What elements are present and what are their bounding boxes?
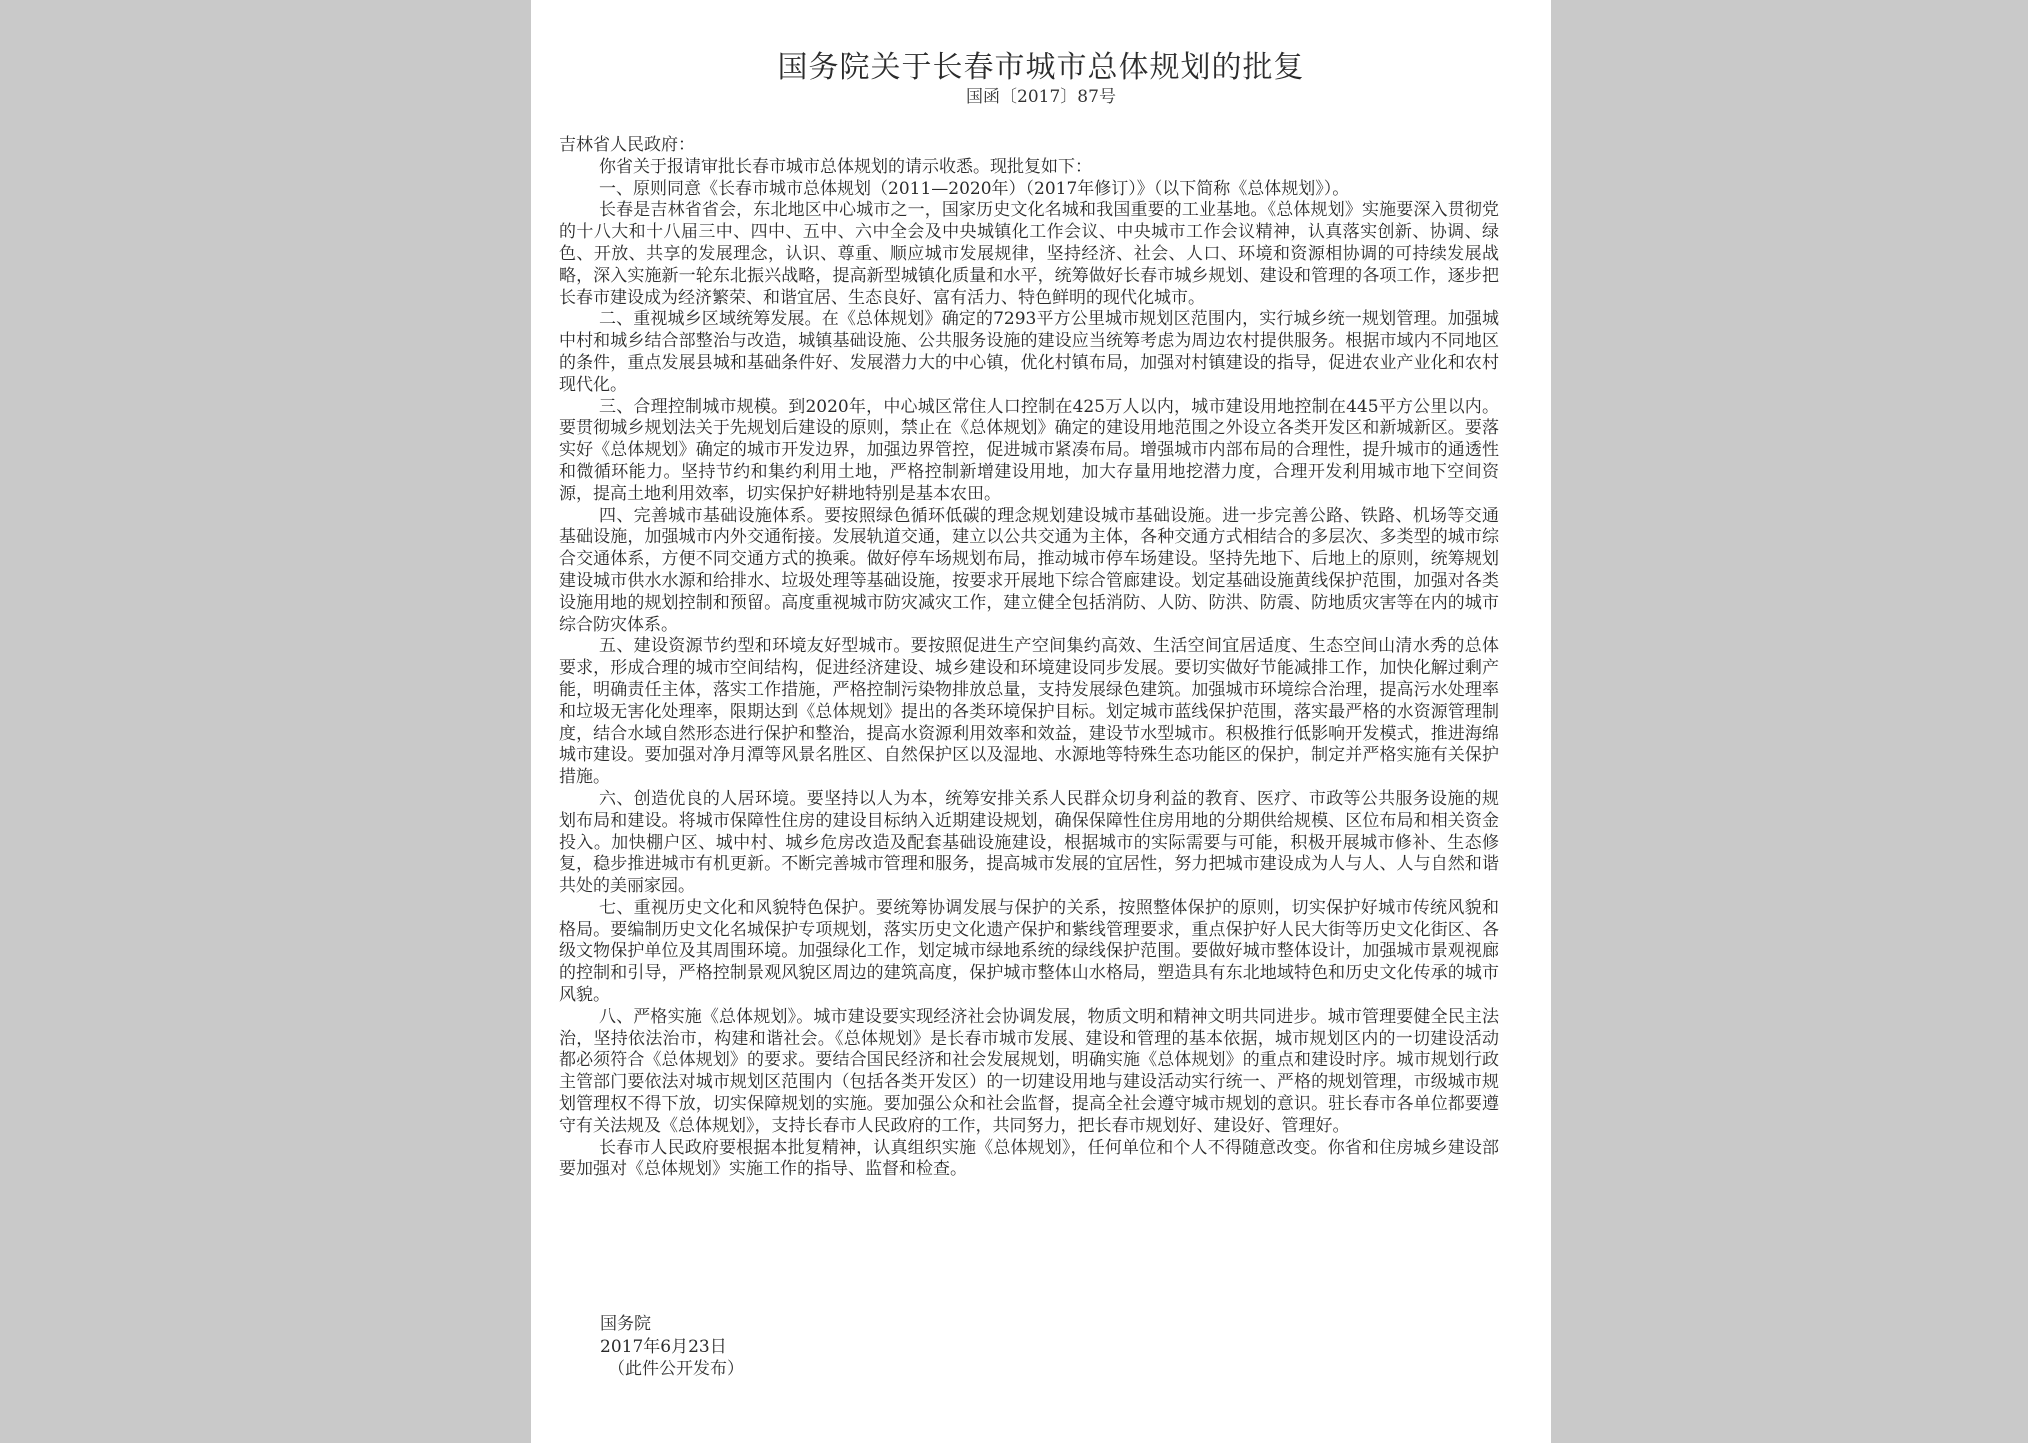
paragraph-1: 一、原则同意《长春市城市总体规划（2011—2020年）（2017年修订）》（以下简称《总体规划》）。 — [599, 178, 1350, 199]
signature-issuer: 国务院 — [600, 1314, 651, 1334]
paragraph-5: 五、建设资源节约型和环境友好型城市。要按照促进生产空间集约高效、生活空间宜居适度、生态空间山清水秀的总体要求，形成合理的城市空间结构，促进经济建设、城乡建设和环境建设同步发展。要切实做好节能减排工作，加快化解过剩产能，明确责任主体，落实工作措施，严格控制污染物排放总量，支持发展绿色建筑。加强城市环境综合治理，提高污水处理率和垃圾无害化处理率，限期达到《总体规划》提出的各类环境保护目标。划定城市蓝线保护范围，落实最严格的水资源管理制度，结合水域自然形态进行保护和整治，提高水资源利用效率和效益，建设节水型城市。积极推行低影响开发模式，推进海绵城市建设。要加强对净月潭等风景名胜区、自然保护区以及湿地、水源地等特殊生态功能区的保护，制定并严格实施有关保护措施。 — [559, 636, 1499, 788]
document-title: 国务院关于长春市城市总体规划的批复 — [777, 50, 1305, 85]
paragraph-2: 二、重视城乡区域统筹发展。在《总体规划》确定的7293平方公里城市规划区范围内，实行城乡统一规划管理。加强城中村和城乡结合部整治与改造，城镇基础设施、公共服务设施的建设应当统筹考虑为周边农村提供服务。根据市域内不同地区的条件，重点发展县城和基础条件好、发展潜力大的中心镇，优化村镇布局，加强对村镇建设的指导，促进农业产业化和农村现代化。 — [559, 309, 1499, 395]
paragraph-4: 四、完善城市基础设施体系。要按照绿色循环低碳的理念规划建设城市基础设施。进一步完善公路、铁路、机场等交通基础设施，加强城市内外交通衔接。发展轨道交通，建立以公共交通为主体，各种交通方式相结合的多层次、多类型的城市综合交通体系，方便不同交通方式的换乘。做好停车场规划布局，推动城市停车场建设。坚持先地下、后地上的原则，统筹规划建设城市供水水源和给排水、垃圾处理等基础设施，按要求开展地下综合管廊建设。划定基础设施黄线保护范围，加强对各类设施用地的规划控制和预留。高度重视城市防灾减灾工作，建立健全包括消防、人防、防洪、防震、防地质灾害等在内的城市综合防灾体系。 — [559, 505, 1499, 635]
document-body — [559, 135, 1499, 1181]
paragraph-6: 六、创造优良的人居环境。要坚持以人为本，统筹安排关系人民群众切身利益的教育、医疗、市政等公共服务设施的规划布局和建设。将城市保障性住房的建设目标纳入近期建设规划，确保保障性住房用地的分期供给规模、区位布局和相关资金投入。加快棚户区、城中村、城乡危房改造及配套基础设施建设，根据城市的实际需要与可能，积极开展城市修补、生态修复，稳步推进城市有机更新。不断完善城市管理和服务，提高城市发展的宜居性，努力把城市建设成为人与人、人与自然和谐共处的美丽家园。 — [559, 788, 1499, 897]
document-page — [531, 0, 1551, 1443]
paragraph-3: 三、合理控制城市规模。到2020年，中心城区常住人口控制在425万人以内，城市建设用地控制在445平方公里以内。要贯彻城乡规划法关于先规划后建设的原则，禁止在《总体规划》确定的建设用地范围之外设立各类开发区和新城新区。要落实好《总体规划》确定的城市开发边界，加强边界管控，促进城市紧凑布局。增强城市内部布局的合理性，提升城市的通透性和微循环能力。坚持节约和集约利用土地，严格控制新增建设用地，加大存量用地挖潜力度，合理开发利用城市地下空间资源，提高土地利用效率，切实保护好耕地特别是基本农田。 — [559, 396, 1499, 504]
document-number: 国函〔2017〕87号 — [966, 87, 1116, 107]
signature-block — [600, 1313, 744, 1381]
paragraph-8: 八、严格实施《总体规划》。城市建设要实现经济社会协调发展，物质文明和精神文明共同进步。城市管理要健全民主法治，坚持依法治市，构建和谐社会。《总体规划》是长春市城市发展、建设和管理的基本依据，城市规划区内的一切建设活动都必须符合《总体规划》的要求。要结合国民经济和社会发展规划，明确实施《总体规划》的重点和建设时序。城市规划行政主管部门要依法对城市规划区范围内（包括各类开发区）的一切建设用地与建设活动实行统一、严格的规划管理，市级城市规划管理权不得下放，切实保障规划的实施。要加强公众和社会监督，提高全社会遵守城市规划的意识。驻长春市各单位都要遵守有关法规及《总体规划》，支持长春市人民政府的工作，共同努力，把长春市规划好、建设好、管理好。 — [559, 1006, 1499, 1136]
signature-date: 2017年6月23日 — [600, 1336, 727, 1357]
paragraph-closing: 长春市人民政府要根据本批复精神，认真组织实施《总体规划》，任何单位和个人不得随意改变。你省和住房城乡建设部要加强对《总体规划》实施工作的指导、监督和检查。 — [559, 1137, 1499, 1180]
paragraph-1-detail: 长春是吉林省省会，东北地区中心城市之一，国家历史文化名城和我国重要的工业基地。《总体规划》实施要深入贯彻党的十八大和十八届三中、四中、五中、六中全会及中央城镇化工作会议、中央城市工作会议精神，认真落实创新、协调、绿色、开放、共享的发展理念，认识、尊重、顺应城市发展规律，坚持经济、社会、人口、环境和资源相协调的可持续发展战略，深入实施新一轮东北振兴战略，提高新型城镇化质量和水平，统筹做好长春市城乡规划、建设和管理的各项工作，逐步把长春市建设成为经济繁荣、和谐宜居、生态良好、富有活力、特色鲜明的现代化城市。 — [559, 200, 1499, 308]
salutation: 吉林省人民政府： — [559, 135, 695, 155]
paragraph-intro: 你省关于报请审批长春市城市总体规划的请示收悉。现批复如下： — [599, 156, 1092, 177]
publication-notice: （此件公开发布） — [608, 1359, 744, 1379]
paragraph-7: 七、重视历史文化和风貌特色保护。要统筹协调发展与保护的关系，按照整体保护的原则，切实保护好城市传统风貌和格局。要编制历史文化名城保护专项规划，落实历史文化遗产保护和紫线管理要求，重点保护好人民大街等历史文化街区、各级文物保护单位及其周围环境。加强绿化工作，划定城市绿地系统的绿线保护范围。要做好城市整体设计，加强城市景观视廊的控制和引导，严格控制景观风貌区周边的建筑高度，保护城市整体山水格局，塑造具有东北地域特色和历史文化传承的城市风貌。 — [559, 897, 1499, 1006]
